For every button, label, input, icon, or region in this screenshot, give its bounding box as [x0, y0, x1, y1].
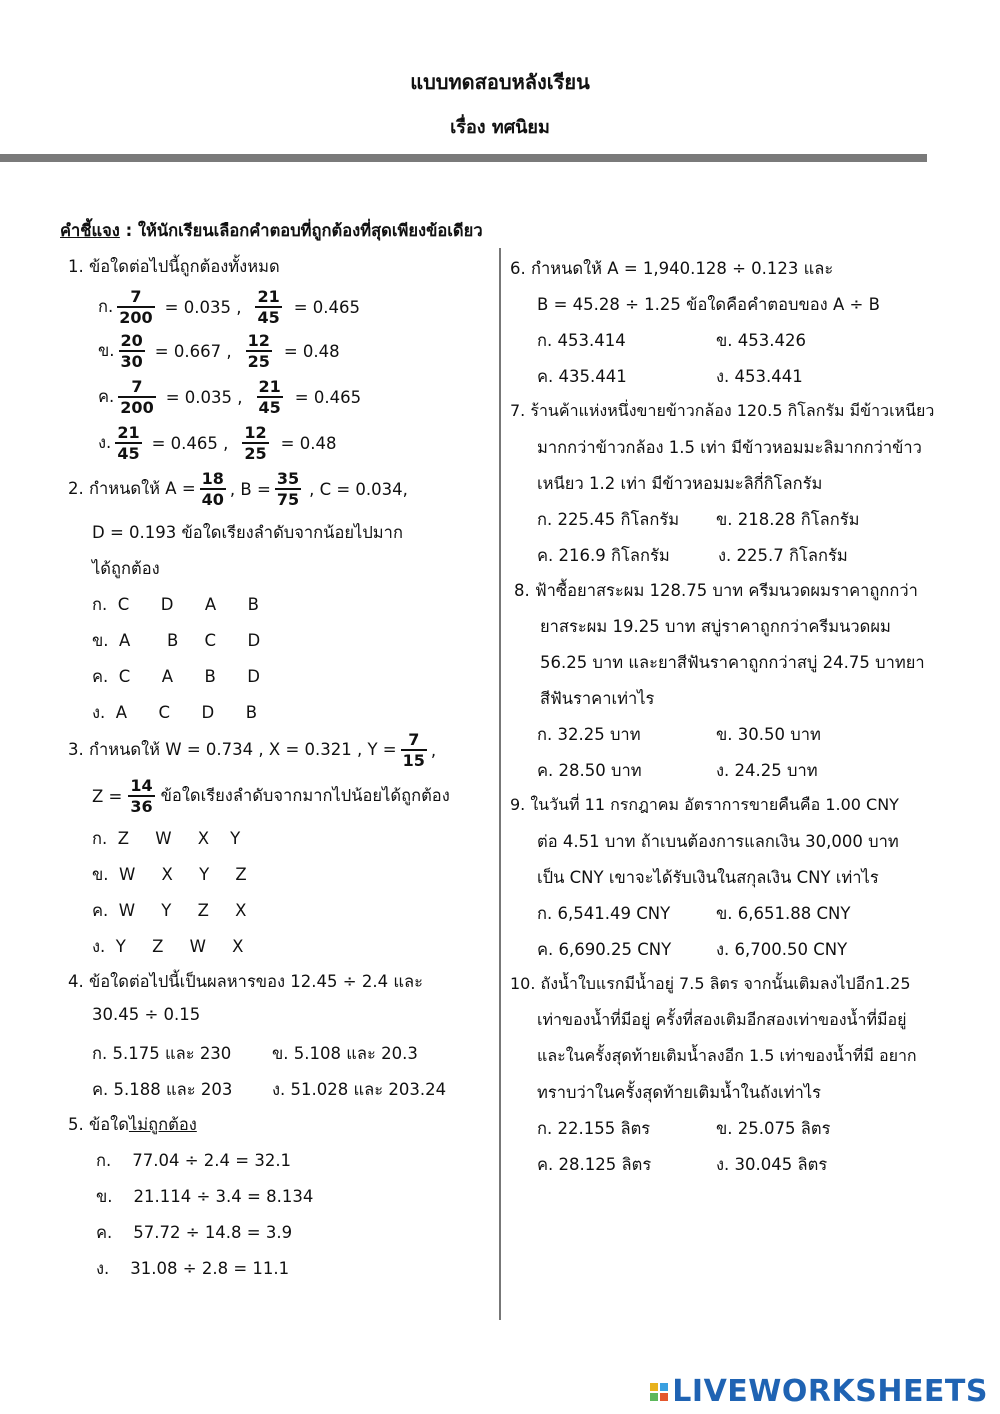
q10-choice-c[interactable]: ค. 28.125 ลิตร — [537, 1155, 652, 1174]
q7-choice-c[interactable]: ค. 216.9 กิโลกรัม — [537, 546, 670, 565]
q2-pre: 2. กำหนดให้ A = — [68, 479, 196, 498]
q3-choice-c[interactable]: ค. W Y Z X — [92, 901, 247, 920]
instructions-label: คำชี้แจง — [60, 221, 120, 240]
q1-stem: 1. ข้อใดต่อไปนี้ถูกต้องทั้งหมด — [68, 257, 280, 276]
q1-b-value2: = 0.48 — [283, 341, 340, 361]
q1-d-label: ง. — [98, 433, 112, 452]
q2-mid: , B = — [229, 479, 271, 499]
q5-choice-c[interactable]: ค. 57.72 ÷ 14.8 = 3.9 — [96, 1223, 293, 1242]
q6-choice-d[interactable]: ง. 453.441 — [716, 367, 803, 386]
q4-choice-c[interactable]: ค. 5.188 และ 203 — [92, 1080, 233, 1099]
q5-choice-a[interactable]: ก. 77.04 ÷ 2.4 = 32.1 — [96, 1151, 292, 1170]
liveworksheets-logo-text: LIVEWORKSHEETS — [672, 1374, 988, 1409]
q3-choice-a[interactable]: ก. Z W X Y — [92, 829, 241, 848]
header-divider — [0, 154, 927, 162]
q2-choice-b[interactable]: ข. A B C D — [92, 631, 261, 650]
q7-choice-a[interactable]: ก. 225.45 กิโลกรัม — [537, 510, 680, 529]
q2-a-frac: $\frac{18}{40}$ — [201, 469, 224, 509]
q5-underline: ไม่ถูกต้อง — [128, 1115, 197, 1134]
q4-line1: 4. ข้อใดต่อไปนี้เป็นผลหารของ 12.45 ÷ 2.4 และ — [68, 972, 423, 991]
q5-choice-b[interactable]: ข. 21.114 ÷ 3.4 = 8.134 — [96, 1187, 314, 1206]
q8-choice-c[interactable]: ค. 28.50 บาท — [537, 761, 642, 780]
q9-line3: เป็น CNY เขาจะได้รับเงินในสกุลเงิน CNY เท่าไร — [537, 868, 879, 887]
q3-y-frac: $\frac{7}{15}$ — [402, 730, 425, 770]
q7-choice-d[interactable]: ง. 225.7 กิโลกรัม — [718, 546, 848, 565]
q9-choice-a[interactable]: ก. 6,541.49 CNY — [537, 904, 671, 923]
q7-line1: 7. ร้านค้าแห่งหนึ่งขายข้าวกล้อง 120.5 กิโลกรัม มีข้าวเหนียว — [510, 401, 935, 420]
q2-line3: ได้ถูกต้อง — [92, 559, 160, 578]
q2-b-frac: $\frac{35}{75}$ — [276, 469, 300, 509]
q1-choice-b[interactable] — [98, 331, 340, 371]
q1-b-value1: = 0.667 , — [154, 341, 232, 361]
q10-choice-b[interactable]: ข. 25.075 ลิตร — [716, 1119, 831, 1138]
q10-line2: เท่าของน้ำที่มีอยู่ ครั้งที่สองเติมอีกสองเท่าของน้ำที่มีอยู่ — [537, 1010, 907, 1029]
q2-choice-c[interactable]: ค. C A B D — [92, 667, 261, 686]
q1-a-label: ก. — [98, 297, 114, 316]
column-divider — [499, 248, 501, 1320]
q10-choice-a[interactable]: ก. 22.155 ลิตร — [537, 1119, 651, 1138]
q8-line2: ยาสระผม 19.25 บาท สบู่ราคาถูกกว่าครีมนวดผม — [540, 617, 891, 636]
q6-line1: 6. กำหนดให้ A = 1,940.128 ÷ 0.123 และ — [510, 259, 834, 278]
q4-choice-b[interactable]: ข. 5.108 และ 20.3 — [272, 1044, 418, 1063]
q1-a-value1: = 0.035 , — [164, 297, 242, 317]
q4-choice-a[interactable]: ก. 5.175 และ 230 — [92, 1044, 232, 1063]
q1-d-value1: = 0.465 , — [151, 433, 229, 453]
q1-c-label: ค. — [98, 387, 115, 406]
liveworksheets-logo[interactable] — [650, 1374, 988, 1409]
q10-choice-d[interactable]: ง. 30.045 ลิตร — [716, 1155, 828, 1174]
q10-line1: 10. ถังน้ำใบแรกมีน้ำอยู่ 7.5 ลิตร จากนั้นเติมลงไปอีก1.25 — [510, 974, 911, 993]
liveworksheets-logo-icon — [650, 1383, 668, 1401]
q2-choice-d[interactable]: ง. A C D B — [92, 703, 258, 722]
q3-post: , — [430, 740, 437, 760]
logo-square-4 — [660, 1393, 668, 1401]
q1-a-frac1: $\frac{7}{200}$ — [119, 287, 153, 327]
worksheet-subtitle: เรื่อง ทศนิยม — [450, 117, 550, 138]
q1-c-frac2: $\frac{21}{45}$ — [258, 377, 281, 417]
q8-line3: 56.25 บาท และยาสีฟันราคาถูกกว่าสบู่ 24.75 บาทยา — [540, 653, 925, 672]
logo-square-1 — [650, 1383, 658, 1391]
q1-a-frac2: $\frac{21}{45}$ — [257, 287, 280, 327]
q2-line2: D = 0.193 ข้อใดเรียงลำดับจากน้อยไปมาก — [92, 523, 403, 542]
q4-line2: 30.45 ÷ 0.15 — [92, 1005, 201, 1024]
q3-z-post: ข้อใดเรียงลำดับจากมากไปน้อยได้ถูกต้อง — [160, 786, 450, 805]
q9-choice-d[interactable]: ง. 6,700.50 CNY — [716, 940, 848, 959]
q5-choice-d[interactable]: ง. 31.08 ÷ 2.8 = 11.1 — [96, 1259, 290, 1278]
q6-choice-c[interactable]: ค. 435.441 — [537, 367, 627, 386]
q6-line2: B = 45.28 ÷ 1.25 ข้อใดคือคำตอบของ A ÷ B — [537, 295, 880, 314]
logo-square-3 — [650, 1393, 658, 1401]
q9-line2: ต่อ 4.51 บาท ถ้าเบนต้องการแลกเงิน 30,000 บาท — [537, 832, 899, 851]
q7-line2: มากกว่าข้าวกล้อง 1.5 เท่า มีข้าวหอมมะลิมากกว่าข้าว — [537, 438, 922, 457]
q10-line4: ทราบว่าในครั้งสุดท้ายเติมน้ำในถังเท่าไร — [537, 1083, 821, 1102]
instructions-text: : ให้นักเรียนเลือกคำตอบที่ถูกต้องที่สุดเพียงข้อเดียว — [119, 221, 483, 240]
q1-c-value1: = 0.035 , — [165, 387, 243, 407]
q3-pre: 3. กำหนดให้ W = 0.734 , X = 0.321 , Y = — [68, 740, 397, 759]
q5-pre: 5. ข้อใด — [68, 1115, 129, 1134]
q8-choice-a[interactable]: ก. 32.25 บาท — [537, 725, 641, 744]
q9-line1: 9. ในวันที่ 11 กรกฎาคม อัตราการขายคืนคือ 1.00 CNY — [510, 795, 899, 814]
q5-stem — [68, 1112, 197, 1138]
q1-d-frac2: $\frac{12}{25}$ — [244, 423, 267, 463]
q9-choice-b[interactable]: ข. 6,651.88 CNY — [716, 904, 851, 923]
q3-stem-line2 — [92, 776, 450, 816]
worksheet-title: แบบทดสอบหลังเรียน — [410, 70, 590, 94]
q8-line4: สีฟันราคาเท่าไร — [540, 689, 655, 708]
q3-z-frac: $\frac{14}{36}$ — [130, 776, 153, 816]
q8-choice-d[interactable]: ง. 24.25 บาท — [716, 761, 818, 780]
q2-stem — [68, 469, 408, 509]
q1-c-value2: = 0.465 — [294, 387, 362, 407]
q9-choice-c[interactable]: ค. 6,690.25 CNY — [537, 940, 672, 959]
q3-z-pre: Z = — [92, 786, 123, 806]
q7-line3: เหนียว 1.2 เท่า มีข้าวหอมมะลิกี่กิโลกรัม — [537, 474, 823, 493]
q2-post: , C = 0.034, — [309, 479, 408, 499]
q1-b-frac2: $\frac{12}{25}$ — [247, 331, 270, 371]
logo-square-2 — [660, 1383, 668, 1391]
q1-d-frac1: $\frac{21}{45}$ — [117, 423, 140, 463]
q10-line3: และในครั้งสุดท้ายเติมน้ำลงอีก 1.5 เท่าของน้ำที่มี อยาก — [537, 1046, 917, 1065]
q1-d-value2: = 0.48 — [280, 433, 337, 453]
instructions — [60, 218, 483, 244]
q1-b-frac1: $\frac{20}{30}$ — [120, 331, 143, 371]
q3-choice-b[interactable]: ข. W X Y Z — [92, 865, 247, 884]
q1-a-value2: = 0.465 — [293, 297, 361, 317]
q6-choice-a[interactable]: ก. 453.414 — [537, 331, 626, 350]
q1-choice-c[interactable] — [98, 377, 361, 417]
q3-stem — [68, 730, 436, 770]
q1-choice-a[interactable] — [98, 287, 360, 327]
q8-choice-b[interactable]: ข. 30.50 บาท — [716, 725, 821, 744]
q2-choice-a[interactable]: ก. C D A B — [92, 595, 259, 614]
q4-choice-d[interactable]: ง. 51.028 และ 203.24 — [272, 1080, 447, 1099]
q1-choice-d[interactable] — [98, 423, 336, 463]
q7-choice-b[interactable]: ข. 218.28 กิโลกรัม — [716, 510, 860, 529]
q3-choice-d[interactable]: ง. Y Z W X — [92, 937, 244, 956]
q1-c-frac1: $\frac{7}{200}$ — [120, 377, 154, 417]
q8-line1: 8. ฟ้าซื้อยาสระผม 128.75 บาท ครีมนวดผมราคาถูกกว่า — [514, 581, 918, 600]
q6-choice-b[interactable]: ข. 453.426 — [716, 331, 807, 350]
q1-b-label: ข. — [98, 341, 115, 360]
